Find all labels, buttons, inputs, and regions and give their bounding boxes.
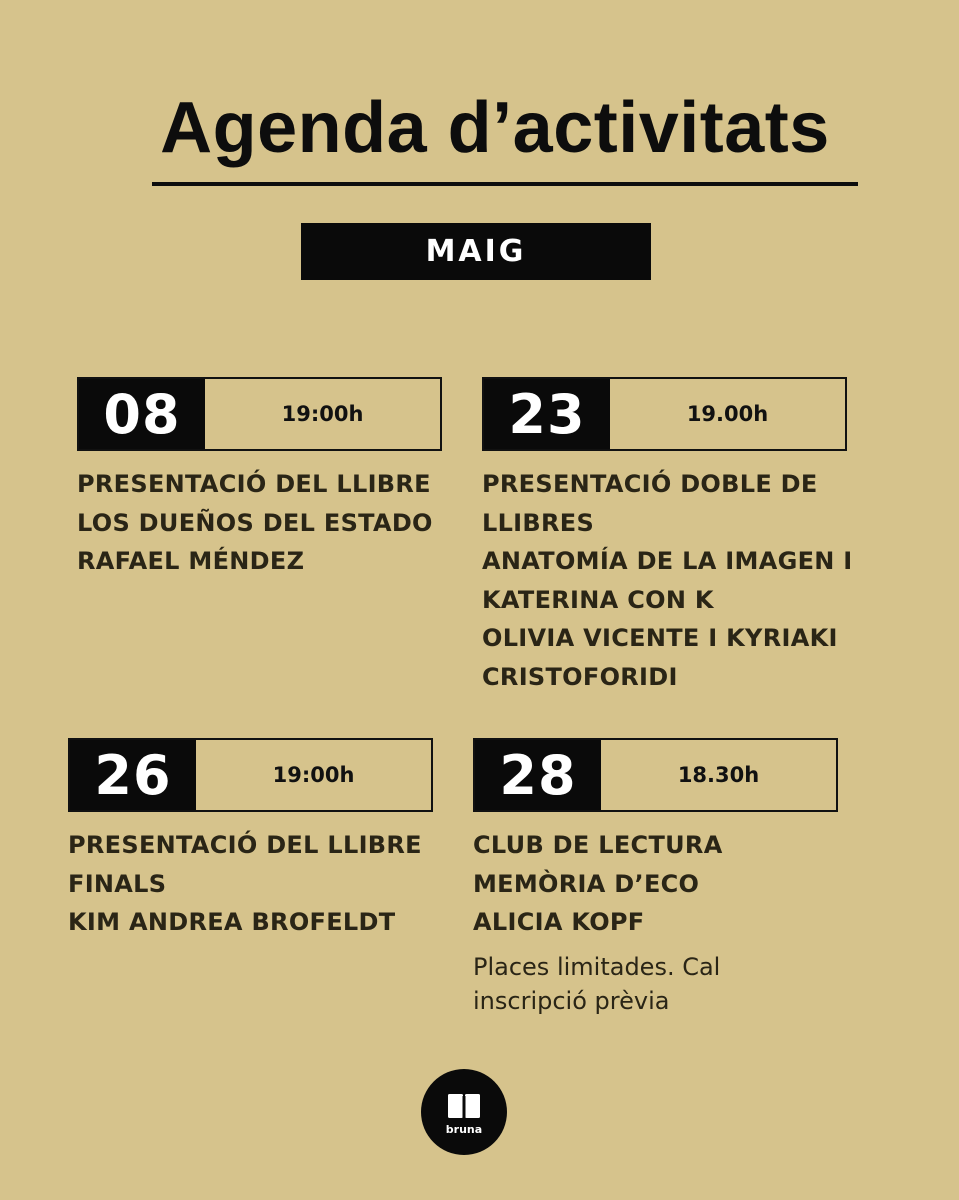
event-day: 23: [484, 379, 610, 449]
event-note: Places limitades. Cal inscripció prèvia: [473, 952, 721, 1015]
event-header: [68, 738, 433, 812]
book-icon: [446, 1092, 482, 1122]
event-header: [473, 738, 838, 812]
event-line: RAFAEL MÉNDEZ: [77, 547, 305, 575]
event-time: 19:00h: [272, 763, 355, 787]
event-23: [482, 377, 853, 696]
event-26: [68, 738, 433, 942]
event-header: [482, 377, 847, 451]
event-description: [473, 826, 838, 942]
event-description: [77, 465, 442, 581]
title-underline: [152, 182, 858, 186]
bruna-logo: [421, 1069, 507, 1155]
event-description: [68, 826, 433, 942]
event-day: 08: [79, 379, 205, 449]
event-line: MEMÒRIA D’ECO: [473, 869, 700, 898]
page-title: Agenda d’activitats: [160, 88, 830, 168]
event-line: LLIBRES: [482, 508, 595, 537]
event-time: 19:00h: [281, 402, 364, 426]
event-day: 26: [70, 740, 196, 810]
event-time: 18.30h: [677, 763, 760, 787]
event-line: CLUB DE LECTURA: [473, 831, 723, 859]
event-header: [77, 377, 442, 451]
event-time: 19.00h: [686, 402, 769, 426]
event-line: KIM ANDREA BROFELDT: [68, 908, 396, 936]
event-line: CRISTOFORIDI: [482, 662, 678, 691]
event-line: PRESENTACIÓ DOBLE DE: [482, 470, 818, 498]
event-line: PRESENTACIÓ DEL LLIBRE: [68, 831, 422, 859]
event-08: [77, 377, 442, 581]
event-line: ANATOMÍA DE LA IMAGEN I: [482, 547, 853, 575]
event-28: [473, 738, 838, 1018]
event-description: [482, 465, 853, 696]
event-day: 28: [475, 740, 601, 810]
event-line: KATERINA CON K: [482, 585, 714, 614]
event-line: FINALS: [68, 869, 167, 898]
event-line: OLIVIA VICENTE I KYRIAKI: [482, 624, 838, 652]
logo-text: bruna: [445, 1123, 483, 1136]
event-line: LOS DUEÑOS DEL ESTADO: [77, 508, 433, 537]
month-badge: MAIG: [301, 223, 651, 280]
event-line: PRESENTACIÓ DEL LLIBRE: [77, 470, 431, 498]
event-line: ALICIA KOPF: [473, 908, 645, 936]
